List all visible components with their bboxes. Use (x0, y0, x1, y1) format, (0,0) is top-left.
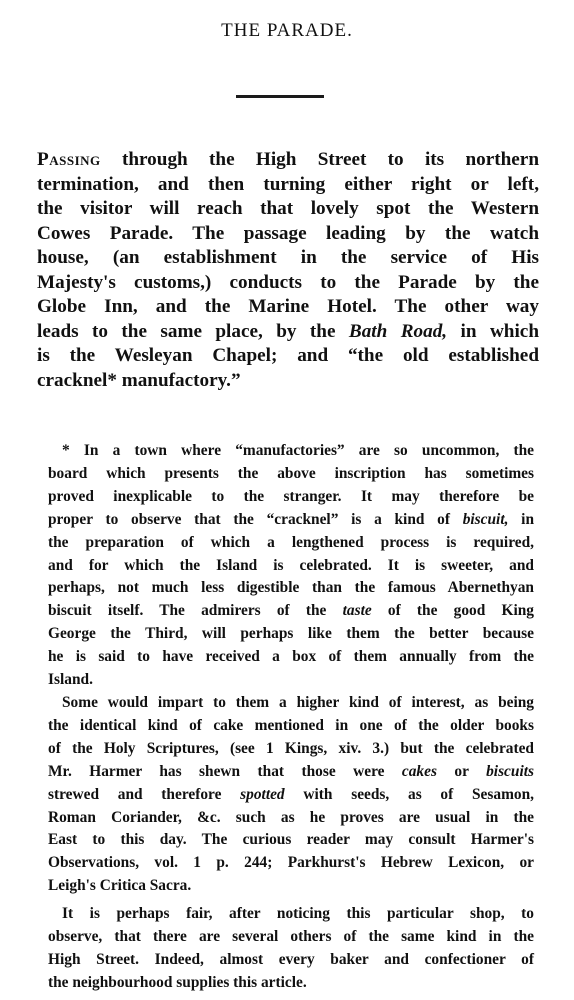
main-paragraph (37, 148, 539, 393)
text-run: biscuit itself. The admirers of the (48, 602, 343, 620)
text-line: cracknel* manufactory.” (37, 369, 241, 391)
text-line: Majesty's customs,) conducts to the Parade by the (37, 271, 539, 293)
text-line: Some would impart to them a higher kind of interest, as being (62, 694, 534, 711)
text-line: Island. (48, 671, 93, 689)
text-line: he is said to have received a box of them annually from the (48, 648, 534, 666)
text-line: house, (an establishment in the service of His (37, 247, 539, 268)
text-line: the identical kind of cake mentioned in one of the older books (48, 716, 534, 734)
italic-run: cakes (401, 762, 437, 780)
text-line: Observations, vol. 1 p. 244; Parkhurst's Hebrew Lexicon, or (48, 854, 534, 872)
text-line: Roman Coriander, &c. such as he proves are usual in the (48, 808, 534, 826)
text-line: Globe Inn, and the Marine Hotel. The other way (37, 296, 539, 317)
text-run: leads to the same place, by the (37, 320, 349, 342)
text-line (48, 784, 534, 807)
drop-word: Passing (37, 149, 101, 170)
text-line: George the Third, will perhaps like them the better because (48, 625, 534, 643)
italic-run: spotted (240, 785, 285, 803)
text-line: the visitor will reach that lovely spot the Western (37, 198, 539, 219)
text-run: in which (447, 320, 539, 342)
italic-run: taste (342, 602, 372, 620)
text-line: board which presents the above inscription has sometimes (48, 464, 534, 482)
text-line: Leigh's Critica Sacra. (48, 877, 192, 895)
text-run: proper to observe that the “cracknel” is a kind of (48, 510, 463, 528)
text-line (48, 509, 534, 532)
text-line: observe, that there are several others of the same kind in the (48, 927, 534, 945)
text-line: is the Wesleyan Chapel; and “the old established (37, 345, 539, 366)
footnote-cracknel (48, 440, 534, 692)
text-run: with seeds, as of Sesamon, (284, 785, 534, 803)
page-title: THE PARADE. (221, 20, 353, 41)
text-run: strewed and therefore (48, 785, 241, 803)
text-run: or (436, 762, 487, 780)
italic-run: Bath Road, (348, 320, 448, 342)
text-line: proved inexplicable to the stranger. It may therefore be (48, 487, 534, 505)
text-line: and for which the Island is celebrated. It is sweeter, and (48, 556, 534, 574)
text-line (37, 148, 539, 173)
text-line: It is perhaps fair, after noticing this particular shop, to (62, 905, 534, 922)
text-line (48, 761, 534, 784)
text-line: the preparation of which a lengthened process is required, (48, 533, 534, 551)
footnote-scripture (48, 692, 534, 898)
text-line (37, 320, 539, 345)
italic-run: biscuits (486, 762, 534, 780)
title-rule (236, 95, 324, 98)
text-line: East to this day. The curious reader may consult Harmer's (48, 831, 534, 849)
text-line: the neighbourhood supplies this article. (48, 973, 307, 991)
text-line: High Street. Indeed, almost every baker and confectioner of (48, 950, 534, 968)
footnote-shops (48, 903, 534, 995)
text-line: of the Holy Scriptures, (see 1 Kings, xiv. 3.) but the celebrated (48, 739, 534, 757)
text-line: * In a town where “manufactories” are so uncommon, the (62, 442, 534, 459)
italic-run: biscuit, (462, 510, 509, 528)
text-run: Mr. Harmer has shewn that those were (48, 762, 402, 780)
text-run: in (508, 510, 535, 528)
text-line: perhaps, not much less digestible than the famous Abernethyan (48, 579, 534, 597)
text-line: termination, and then turning either right or left, (37, 173, 539, 195)
text-line (48, 600, 534, 623)
text-run: of the good King (371, 602, 534, 620)
text-line: Cowes Parade. The passage leading by the watch (37, 222, 539, 244)
text-run: through the High Street to its northern (100, 149, 539, 170)
